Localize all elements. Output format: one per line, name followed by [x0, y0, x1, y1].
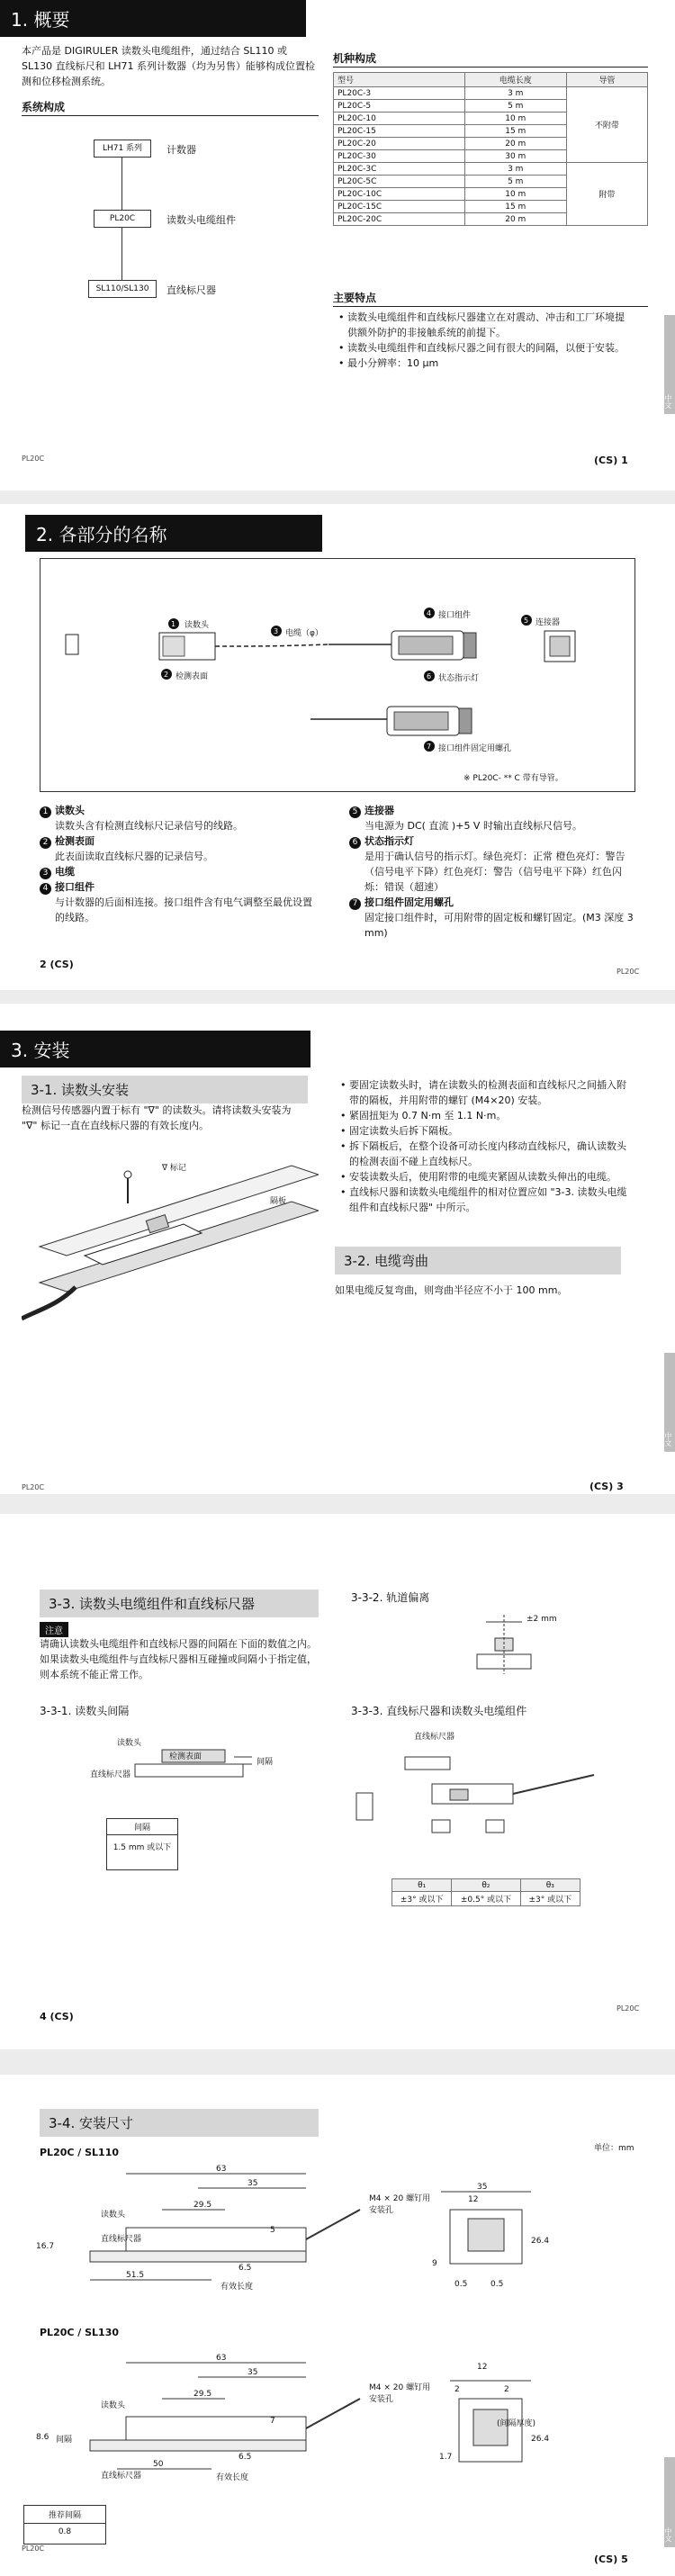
- subsection-title-2: 3-2. 电缆弯曲: [335, 1247, 621, 1274]
- parts-diagram: [40, 558, 635, 792]
- models-heading: 机种构成: [333, 52, 377, 65]
- s332-heading: 3-3-2. 轨道偏离: [351, 1591, 430, 1604]
- label-scale-2: 直线标尺器: [101, 2472, 142, 2481]
- section-title: 3. 安装: [0, 1031, 310, 1067]
- s333-heading: 3-3-3. 直线标尺器和读数头电缆组件: [351, 1705, 527, 1717]
- system-label-scale: 直线标尺器: [166, 284, 216, 296]
- label-partition: 隔板: [270, 1197, 287, 1206]
- system-label-pl20c: 读数头电缆组件: [166, 214, 236, 226]
- label-mark: ∇ 标记: [162, 1164, 186, 1173]
- svg-text:6: 6: [427, 672, 432, 680]
- page-2: 2. 各部分的名称 1 2 3 4 5 6 7 读数头 检测表面 电缆（φ） 接口组件 连接器 状态指示灯 接口组件固定用螺孔 ※ PL20C- ** C 带有导管。 1 读数头 读数头含有检测直线标尺记录信号的线路。 2 检测表面 此表面读取直线标尺器的记录信号。 3 电缆 4 接口组件 与计数器的后面相连接。接口组件含有电气调整至最优设置的线路。 5 连接器 当电源为 DC( 直流 )+5 V 时输出直线标尺信号。 6 状态指示灯 是用于确认信号的指示灯。绿色亮灯：正常 橙色亮灯：警告（信号电平下降）红色亮灯：警告（信号电平下降）红色闪烁：错误（超速） 7 接口组件固定用螺孔 固定接口组件时，可用附带的固定板和螺钉固定。(M3 深度 3 mm) 2 (CS) PL20C: [0, 504, 675, 990]
- label-hole-1: M4 × 20 螺钉用安装孔: [369, 2194, 431, 2215]
- label-connector: 连接器: [536, 618, 561, 627]
- parts-list-left: 1 读数头 读数头含有检测直线标尺记录信号的线路。 2 检测表面 此表面读取直线标尺器的记录信号。 3 电缆 4 接口组件 与计数器的后面相连接。接口组件含有电气调整至最优设置的线路。: [40, 803, 319, 925]
- label-read-head: 读数头: [184, 621, 210, 630]
- label-detect: 检测表面: [169, 1752, 202, 1761]
- label-scale: 直线标尺器: [90, 1770, 131, 1779]
- subsection-title: 3-1. 读数头安装: [22, 1076, 308, 1103]
- features-list: • 读数头电缆组件和直线标尺器建立在对震动、冲击和工厂环境提供额外防护的非接触系统的前提下。 • 读数头电缆组件和直线标尺器之间有很大的间隔，以便于安装。 • 最小分辨率：10 μm: [338, 310, 626, 371]
- system-box-pl20c: PL20C: [94, 210, 151, 228]
- label-screw-hole: 接口组件固定用螺孔: [438, 744, 512, 753]
- svg-text:7: 7: [427, 743, 432, 751]
- model-1-title: PL20C / SL110: [40, 2147, 120, 2158]
- models-table: 型号 电缆长度 导管 PL20C-3 3 m 不附带 PL20C-5 5 m PL20C-10 10 m PL20C-15 15 m PL20C-20 20 m PL20C-30 30 m PL20C-3C 3 m 附带 PL20C-5C 5 m PL20C-10C 10 m PL20C-15C 15 m PL20C-20C 20 m: [333, 72, 648, 226]
- angle-table: θ₁ θ₂ θ₃ ±3° 或以下 ±0.5° 或以下 ±3° 或以下: [392, 1878, 580, 1906]
- label-status-led: 状态指示灯: [438, 674, 480, 683]
- label-interface: 接口组件: [438, 611, 472, 620]
- label-read-head-2: 读数头: [101, 2401, 126, 2410]
- intro-text: 本产品是 DIGIRULER 读数头电缆组件，通过结合 SL110 或 SL130 直线标尺和 LH71 系列计数器（均为另售）能够构成位置检测和位移检测系统。: [22, 45, 315, 87]
- svg-text:1: 1: [171, 620, 176, 628]
- parts-list-right: 5 连接器 当电源为 DC( 直流 )+5 V 时输出直线标尺信号。 6 状态指示灯 是用于确认信号的指示灯。绿色亮灯：正常 橙色亮灯：警告（信号电平下降）红色亮灯：警告（信号电平下降）红色闪烁：错误（超速） 7 接口组件固定用螺孔 固定接口组件时，可用附带的固定板和螺钉固定。(M3 深度 3 mm): [349, 803, 635, 941]
- subsection-title: 3-4. 安装尺寸: [40, 2109, 319, 2137]
- svg-text:5: 5: [524, 617, 529, 625]
- label-hole-2: M4 × 20 螺钉用安装孔: [369, 2383, 431, 2404]
- model-2-title: PL20C / SL130: [40, 2327, 120, 2338]
- label-cable: 电缆（φ）: [285, 629, 323, 638]
- page-5: 3-4. 安装尺寸 单位：mm PL20C / SL110 63 35 29.5 5 16.7 51.5 6.5 35 12 26.4 9 0.5 0.5 读数头 直线标尺器 M4 × 20 螺钉用安装孔 有效长度 PL20C / SL130 63 35 29.5 7 8.6 50 6.5 12 2 26.4 1.7 2 读数头 直线标尺器 M4 × 20 螺钉用安装孔 有效长度 间隔 (间隔厚度) 推荐间隔 0.8 中文 PL20C (CS) 5: [0, 2075, 675, 2576]
- note-tag: 注意: [40, 1622, 68, 1637]
- install-bullets: • 要固定读数头时，请在读数头的检测表面和直线标尺之间插入附带的隔板，并用附带的螺钉 (M4×20) 安装。 • 紧固扭矩为 0.7 N·m 至 1.1 N·m。 • 固定读数头后拆下隔板。 • 拆下隔板后，在整个设备可动长度内移动直线标尺，确认读数头的检测表面不碰上直线标尺。 • 安装读数头后，使用附带的电缆夹紧固从读数头伸出的电缆。 • 直线标尺器和读数头电缆组件的相对位置应如 "3-3. 读数头电缆组件和直线标尺器" 中所示。: [340, 1077, 628, 1215]
- svg-text:3: 3: [274, 627, 279, 635]
- install-text: 检测信号传感器内置于标有 "∇" 的读数头。请将读数头安装为 "∇" 标记一直在直线标尺器的有效长度内。: [22, 1104, 292, 1131]
- gap-table: 间隔 1.5 mm 或以下: [106, 1818, 178, 1870]
- svg-text:2: 2: [164, 671, 169, 679]
- label-gap-5: 间隔: [56, 2436, 73, 2445]
- svg-text:4: 4: [427, 609, 432, 617]
- label-eff-1: 有效长度: [220, 2283, 254, 2292]
- diagram-note: ※ PL20C- ** C 带有导管。: [464, 774, 563, 783]
- page-3: 3. 安装 3-1. 读数头安装 检测信号传感器内置于标有 "∇" 的读数头。请将读数头安装为 "∇" 标记一直在直线标尺器的有效长度内。 ∇ 标记 隔板 • 要固定读数头时，请在读数头的检测表面和直线标尺之间插入附带的隔板，并用附带的螺钉 (M4×20) 安装。 • 紧固扭矩为 0.7 N·m 至 1.1 N·m。 • 固定读数头后拆下隔板。 • 拆下隔板后，在整个设备可动长度内移动直线标尺，确认读数头的检测表面不碰上直线标尺。 • 安装读数头后，使用附带的电缆夹紧固从读数头伸出的电缆。 • 直线标尺器和读数头电缆组件的相对位置应如 "3-3. 读数头电缆组件和直线标尺器" 中所示。 3-2. 电缆弯曲 如果电缆反复弯曲，则弯曲半径应不小于 100 mm。 中文 PL20C (CS) 3: [0, 1004, 675, 1494]
- page-1: 1. 概要 本产品是 DIGIRULER 读数头电缆组件，通过结合 SL110 或 SL130 直线标尺和 LH71 系列计数器（均为另售）能够构成位置检测和位移检测系统。 系统构成 LH71 系列 计数器 PL20C 读数头电缆组件 SL110/SL130 直线标尺器 机种构成 型号 电缆长度 导管 PL20C-3 3 m 不附带 PL20C-5 5 m PL20C-10 10 m PL20C-15 15 m PL20C-20 20 m PL20C-30 30 m PL20C-3C 3 m 附带 PL20C-5C 5 m PL20C-10C 10 m PL20C-15C 15 m PL20C-20C 20 m 主要特点 • 读数头电缆组件和直线标尺器建立在对震动、冲击和工厂环境提供额外防护的非接触系统的前提下。 • 读数头电缆组件和直线标尺器之间有很大的间隔，以便于安装。 • 最小分辨率：10 μm 中文 PL20C (CS) 1: [0, 0, 675, 491]
- section-title: 2. 各部分的名称: [25, 515, 322, 552]
- label-scale-1: 直线标尺器: [101, 2235, 142, 2244]
- features-heading: 主要特点: [333, 292, 377, 304]
- system-box-scale: SL110/SL130: [88, 280, 157, 298]
- s331-heading: 3-3-1. 读数头间隔: [40, 1705, 130, 1717]
- system-box-counter: LH71 系列: [94, 140, 151, 158]
- label-head: 读数头: [117, 1739, 142, 1748]
- page-4: 3-3. 读数头电缆组件和直线标尺器 注意 请确认读数头电缆组件和直线标尺器的间隔在下面的数值之内。如果读数头电缆组件与直线标尺器相互碰撞或间隔小于指定值，则本系统不能正常工作。 3-3-1. 读数头间隔 读数头 直线标尺器 检测表面 间隔 间隔 1.5 mm 或以下 3-3-2. 轨道偏离 ±2 mm 3-3-3. 直线标尺器和读数头电缆组件 直线标尺器 θ₁ θ₂ θ₃ ±3° 或以下 ±0.5° 或以下 ±3° 或以下 4 (CS) PL20C: [0, 1514, 675, 2049]
- system-label-counter: 计数器: [166, 144, 196, 156]
- install-figure: [22, 1148, 319, 1328]
- subsection-title: 3-3. 读数头电缆组件和直线标尺器: [40, 1590, 319, 1617]
- label-gap: 间隔: [256, 1758, 274, 1767]
- label-read-head-1: 读数头: [101, 2211, 126, 2220]
- label-gap-thickness: (间隔厚度): [497, 2419, 536, 2428]
- deviation-value: ±2 mm: [526, 1615, 557, 1624]
- label-eff-2: 有效长度: [216, 2473, 249, 2482]
- unit-label: 单位：mm: [594, 2144, 634, 2153]
- label-detect-surface: 检测表面: [176, 672, 209, 681]
- cable-bend-text: 如果电缆反复弯曲，则弯曲半径应不小于 100 mm。: [335, 1284, 568, 1296]
- recommended-gap-table: 推荐间隔 0.8: [23, 2505, 106, 2544]
- label-scale-2: 直线标尺器: [414, 1733, 455, 1742]
- note-text: 请确认读数头电缆组件和直线标尺器的间隔在下面的数值之内。如果读数头电缆组件与直线标尺器相互碰撞或间隔小于指定值，则本系统不能正常工作。: [40, 1638, 317, 1680]
- section-title: 1. 概要: [0, 0, 306, 37]
- system-heading: 系统构成: [22, 101, 66, 113]
